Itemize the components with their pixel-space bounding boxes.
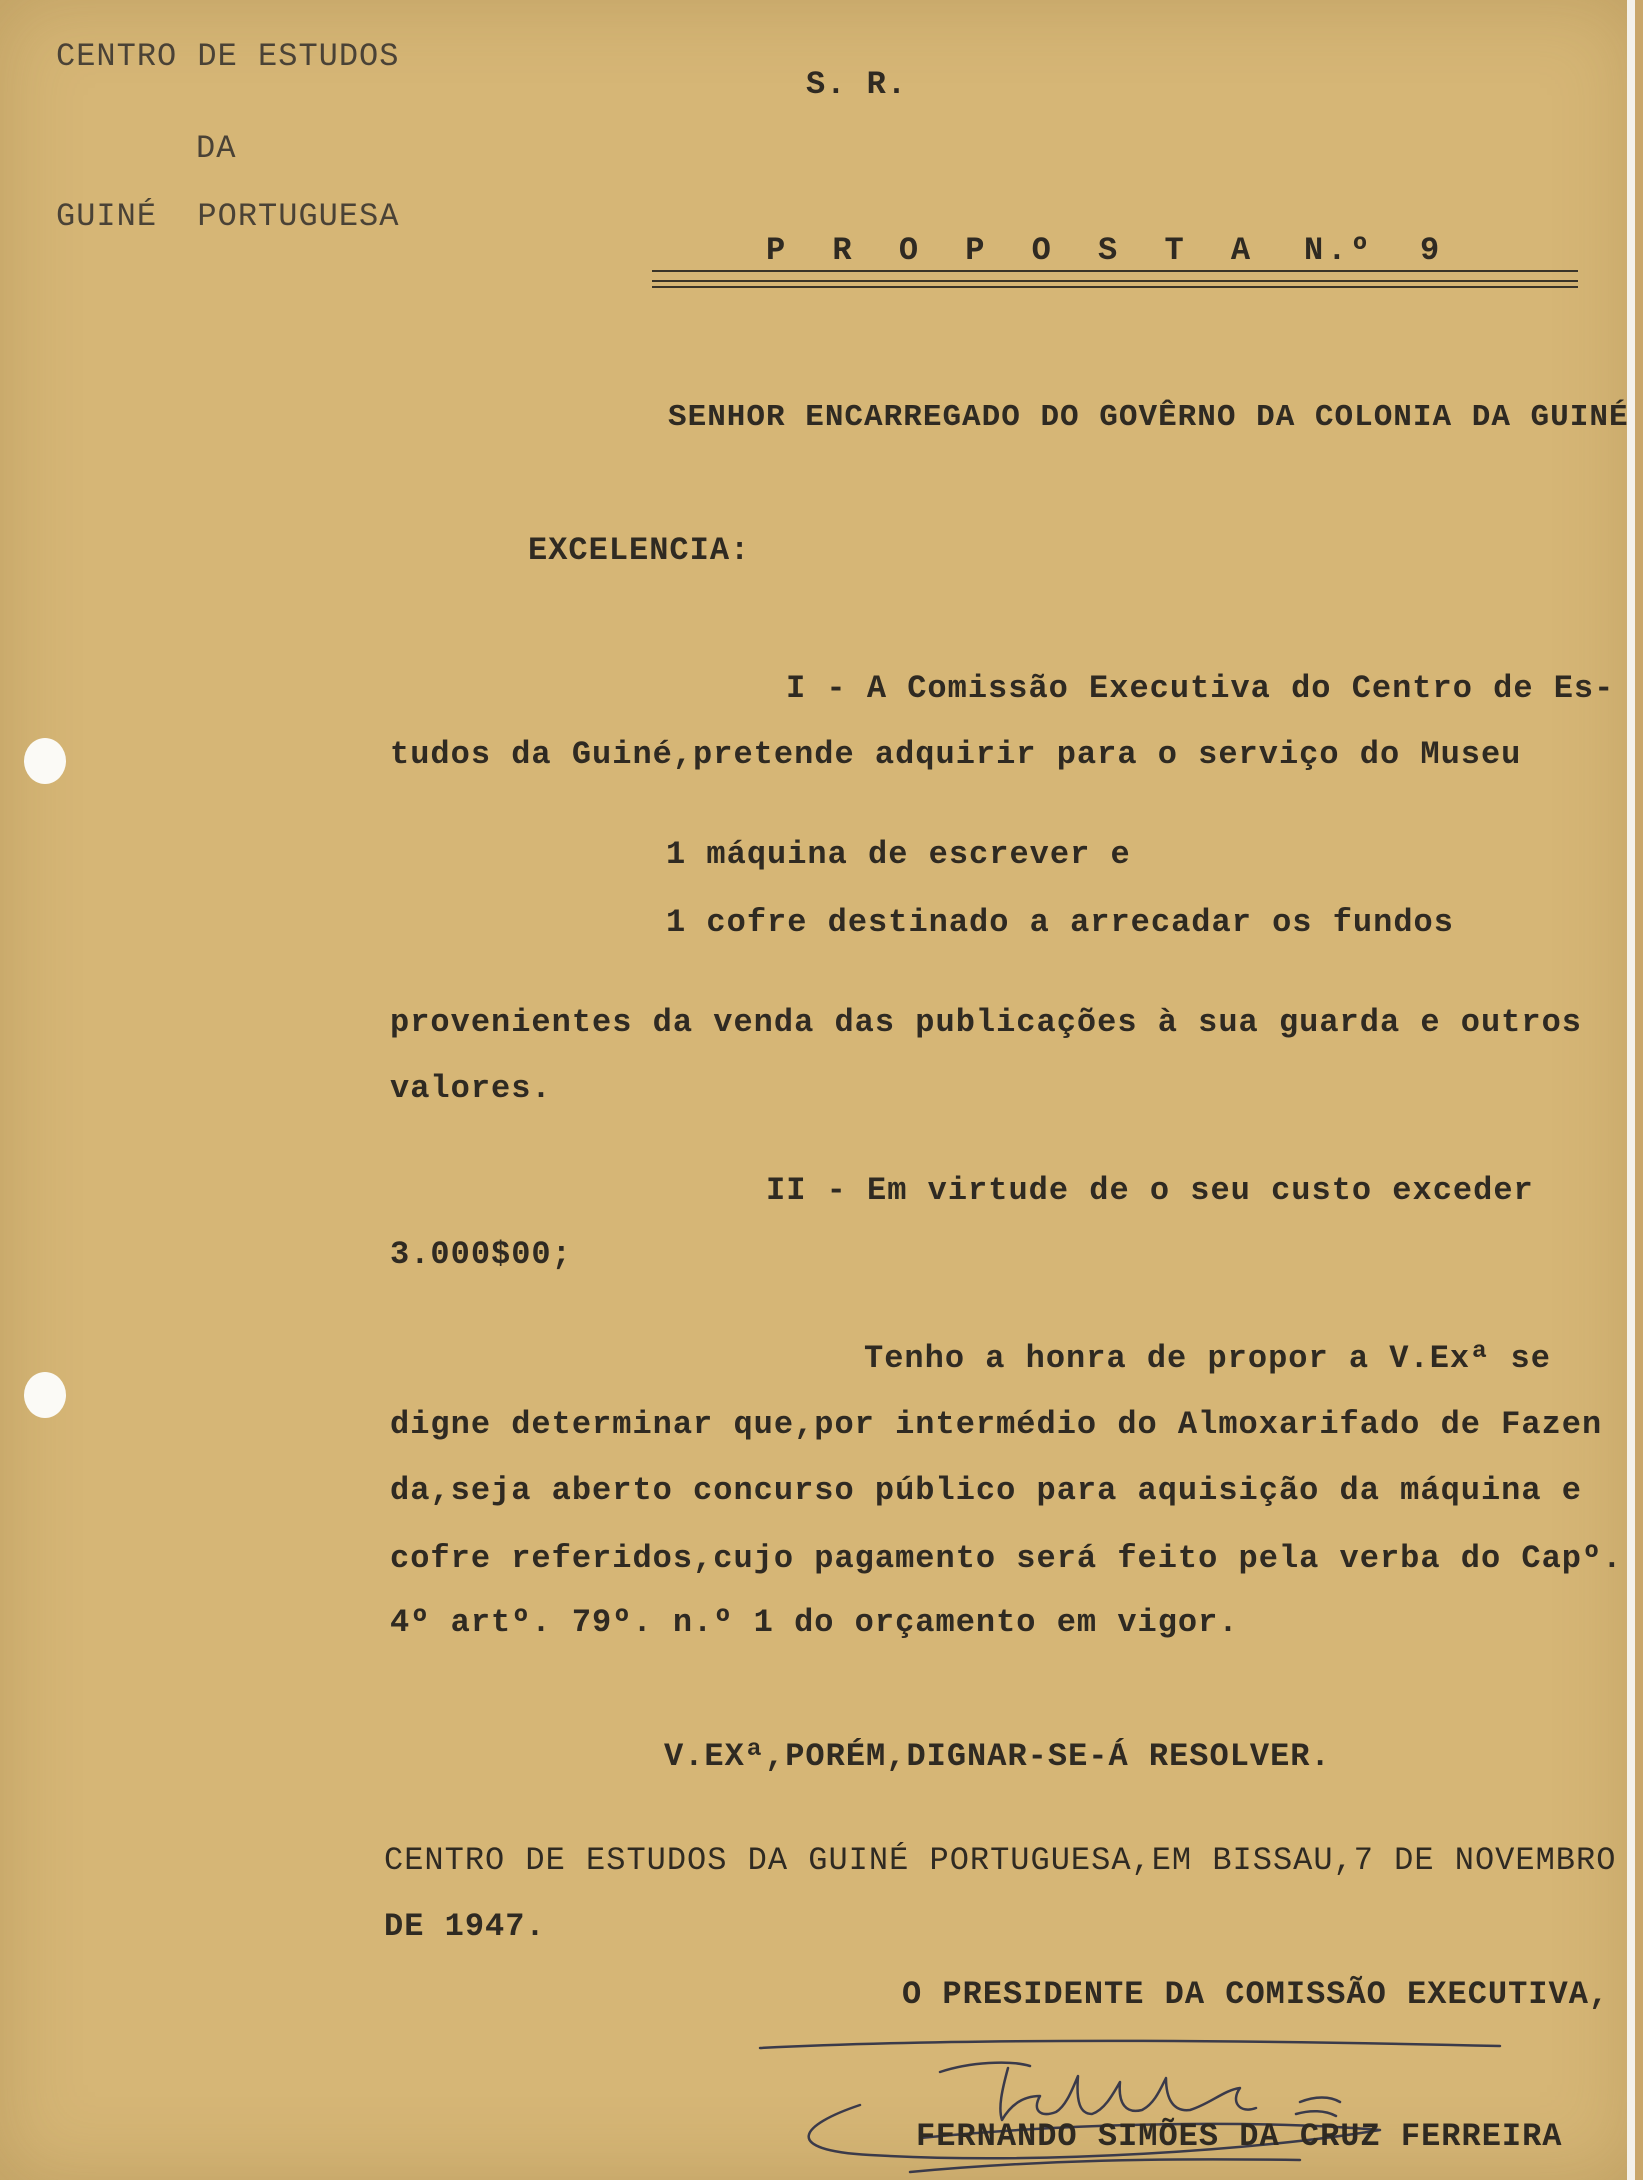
paragraph-3-line-3: da,seja aberto concurso público para aquisição da máquina e	[390, 1472, 1582, 1509]
paragraph-3-line-2: digne determinar que,por intermédio do Almoxarifado de Fazen	[390, 1406, 1603, 1443]
proposal-label: P R O P O S T A	[766, 232, 1265, 269]
letterhead-line-2: DA	[196, 130, 237, 167]
paragraph-1-line-3: provenientes da venda das publicações à sua guarda e outros	[390, 1004, 1582, 1041]
paragraph-1-line-4: valores.	[390, 1070, 552, 1107]
item-safe: 1 cofre destinado a arrecadar os fundos	[666, 904, 1454, 941]
item-typewriter: 1 máquina de escrever e	[666, 836, 1131, 873]
signatory-name: FERNANDO SIMÕES DA CRUZ FERREIRA	[916, 2118, 1563, 2155]
place-date-line-1: CENTRO DE ESTUDOS DA GUINÉ PORTUGUESA,EM BISSAU,7 DE NOVEMBRO	[384, 1842, 1617, 1879]
proposal-number: N.º 9	[1304, 232, 1444, 269]
signatory-title: O PRESIDENTE DA COMISSÃO EXECUTIVA,	[902, 1976, 1610, 2013]
paragraph-3-line-4: cofre referidos,cujo pagamento será feito pela verba do Capº.	[390, 1540, 1623, 1577]
heading-underline	[652, 270, 1578, 272]
reference: S. R.	[806, 66, 908, 103]
place-date-line-2: DE 1947.	[384, 1908, 546, 1945]
closing-formula: V.EXª,PORÉM,DIGNAR-SE-Á RESOLVER.	[664, 1738, 1331, 1775]
heading-double-rule	[652, 280, 1578, 288]
paragraph-3-line-5: 4º artº. 79º. n.º 1 do orçamento em vigor.	[390, 1604, 1239, 1641]
paragraph-3-line-1: Tenho a honra de propor a V.Exª se	[864, 1340, 1551, 1377]
punch-hole-top	[24, 738, 66, 784]
punch-hole-bottom	[24, 1372, 66, 1418]
addressee: SENHOR ENCARREGADO DO GOVÊRNO DA COLONIA DA GUINÉ	[668, 400, 1629, 435]
salutation: EXCELENCIA:	[528, 532, 751, 569]
paragraph-2-line-2: 3.000$00;	[390, 1236, 572, 1273]
paragraph-1-line-2: tudos da Guiné,pretende adquirir para o serviço do Museu	[390, 736, 1522, 773]
letterhead-line-3: GUINÉ PORTUGUESA	[56, 198, 400, 235]
letterhead-line-1: CENTRO DE ESTUDOS	[56, 38, 400, 75]
paragraph-2-line-1: II - Em virtude de o seu custo exceder	[766, 1172, 1534, 1209]
paragraph-1-line-1: I - A Comissão Executiva do Centro de Es-	[786, 670, 1615, 707]
paper-edge	[1627, 0, 1635, 2180]
